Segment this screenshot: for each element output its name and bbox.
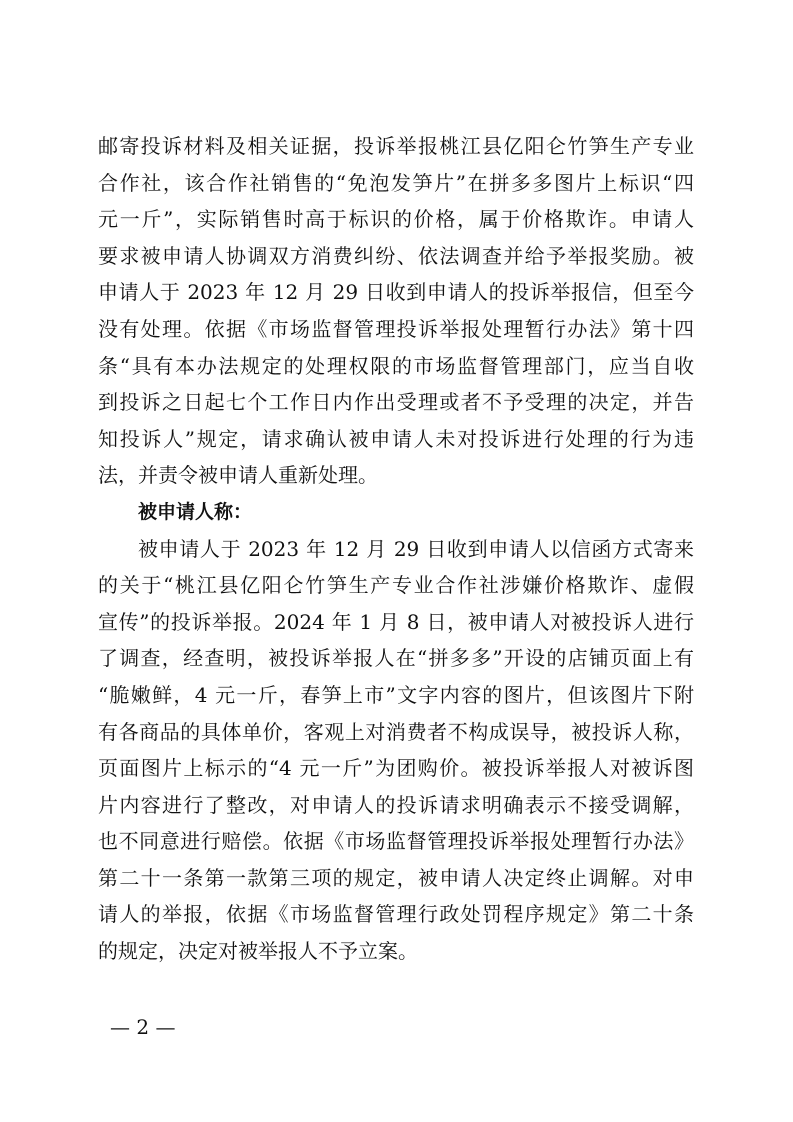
- page-number: — 2 —: [110, 1015, 176, 1039]
- document-body: [98, 128, 694, 970]
- text-line: 的规定，决定对被举报人不予立案。: [98, 939, 418, 964]
- text-line: 要求被申请人协调双方消费纠纷、依法调查并给予举报奖励。被: [98, 243, 694, 268]
- text-line: 的关于“桃江县亿阳仑竹笋生产专业合作社涉嫌价格欺诈、虚假: [98, 573, 694, 598]
- text-line: 法，并责令被申请人重新处理。: [98, 463, 378, 488]
- text-line: 请人的举报，依据《市场监督管理行政处罚程序规定》第二十条: [98, 902, 694, 927]
- text-line: 了调查，经查明，被投诉举报人在“拼多多”开设的店铺页面上有: [98, 646, 694, 671]
- text-line: 也不同意进行赔偿。依据《市场监督管理投诉举报处理暂行办法》: [98, 829, 694, 854]
- text-line: 申请人于 2023 年 12 月 29 日收到申请人的投诉举报信，但至今: [98, 280, 694, 305]
- section-heading: 被申请人称：: [138, 500, 253, 523]
- paragraph-respondent-statement: [98, 531, 694, 970]
- text-line: 有各商品的具体单价，客观上对消费者不构成误导，被投诉人称，: [98, 719, 694, 744]
- text-line: 元一斤”，实际销售时高于标识的价格，属于价格欺诈。申请人: [98, 207, 694, 232]
- text-line: 到投诉之日起七个工作日内作出受理或者不予受理的决定，并告: [98, 390, 694, 415]
- text-line: 知投诉人”规定，请求确认被申请人未对投诉进行处理的行为违: [98, 426, 694, 451]
- text-line: 邮寄投诉材料及相关证据，投诉举报桃江县亿阳仑竹笋生产专业: [98, 134, 694, 158]
- text-line: 合作社，该合作社销售的“免泡发笋片”在拼多多图片上标识“四: [98, 170, 694, 195]
- paragraph-applicant-claims: [98, 128, 694, 494]
- text-line: 片内容进行了整改，对申请人的投诉请求明确表示不接受调解，: [98, 792, 694, 817]
- text-line: 条“具有本办法规定的处理权限的市场监督管理部门，应当自收: [98, 353, 694, 378]
- text-line: “脆嫩鲜，4 元一斤，春笋上市”文字内容的图片，但该图片下附: [98, 682, 694, 707]
- text-line: 没有处理。依据《市场监督管理投诉举报处理暂行办法》第十四: [98, 316, 694, 341]
- text-line: 宣传”的投诉举报。2024 年 1 月 8 日，被申请人对被投诉人进行: [98, 609, 694, 634]
- text-line: 页面图片上标示的“4 元一斤”为团购价。被投诉举报人对被诉图: [98, 756, 694, 781]
- text-line: 被申请人于 2023 年 12 月 29 日收到申请人以信函方式寄来: [138, 536, 694, 561]
- text-line: 第二十一条第一款第三项的规定，被申请人决定终止调解。对申: [98, 865, 694, 890]
